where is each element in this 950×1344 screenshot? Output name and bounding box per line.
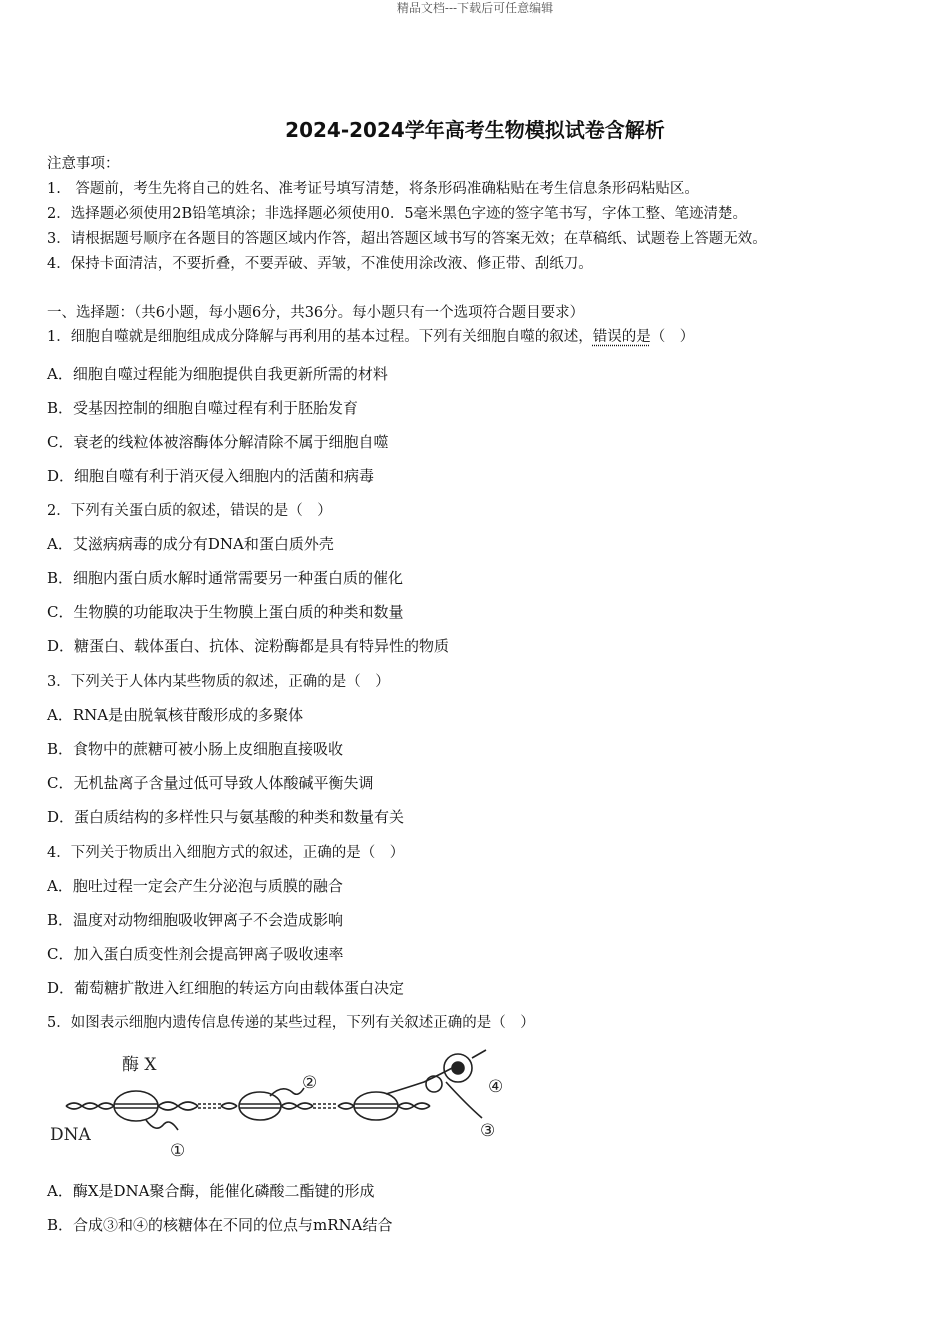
option-item: B．受基因控制的细胞自噬过程有利于胚胎发育 — [47, 399, 359, 417]
option-item: A．细胞自噬过程能为细胞提供自我更新所需的材料 — [47, 365, 388, 383]
notice-item: 4．保持卡面清洁，不要折叠，不要弄破、弄皱，不准使用涂改液、修正带、刮纸刀。 — [47, 256, 593, 272]
marker-1: ① — [170, 1141, 186, 1161]
enzyme-label: 酶 X — [122, 1055, 157, 1075]
question-stem-text: 1．细胞自噬就是细胞组成成分降解与再利用的基本过程。下列有关细胞自噬的叙述， — [47, 329, 593, 345]
section-heading: 一、选择题：（共6小题，每小题6分，共36分。每小题只有一个选项符合题目要求） — [47, 305, 585, 321]
option-item: C．加入蛋白质变性剂会提高钾离子吸收速率 — [47, 945, 344, 963]
notice-item: 2．选择题必须使用2B铅笔填涂；非选择题必须使用0．5毫米黑色字迹的签字笔书写，字体工整、笔迹清楚。 — [47, 206, 748, 222]
question-stem: 5．如图表示细胞内遗传信息传递的某些过程，下列有关叙述正确的是（ ） — [47, 1015, 535, 1031]
option-item: D．细胞自噬有利于消灭侵入细胞内的活菌和病毒 — [47, 467, 375, 485]
question-stem: 4．下列关于物质出入细胞方式的叙述，正确的是（ ） — [47, 845, 405, 861]
notice-item: 1. 答题前，考生先将自己的姓名、准考证号填写清楚，将条形码准确粘贴在考生信息条形码粘贴区。 — [47, 181, 699, 197]
option-item: B．合成③和④的核糖体在不同的位点与mRNA结合 — [47, 1216, 393, 1234]
option-item: D．糖蛋白、载体蛋白、抗体、淀粉酶都是具有特异性的物质 — [47, 637, 450, 655]
option-item: D．葡萄糖扩散进入红细胞的转运方向由载体蛋白决定 — [47, 979, 405, 997]
option-item: A．胞吐过程一定会产生分泌泡与质膜的融合 — [47, 877, 343, 895]
marker-2: ② — [302, 1073, 318, 1093]
option-item: D．蛋白质结构的多样性只与氨基酸的种类和数量有关 — [47, 808, 405, 826]
question-stem: 3．下列关于人体内某些物质的叙述，正确的是（ ） — [47, 674, 390, 690]
marker-4: ④ — [488, 1077, 504, 1097]
option-item: B．细胞内蛋白质水解时通常需要另一种蛋白质的催化 — [47, 569, 404, 587]
notice-heading: 注意事项： — [47, 156, 120, 172]
question-stem — [47, 325, 694, 346]
option-item: C．生物膜的功能取决于生物膜上蛋白质的种类和数量 — [47, 603, 404, 621]
page-title: 2024-2024学年高考生物模拟试卷含解析 — [285, 118, 665, 142]
gene-expression-diagram — [46, 1044, 516, 1168]
dna-label: DNA — [50, 1125, 91, 1145]
emphasis-text: 错误的是 — [592, 329, 651, 345]
option-item: C．衰老的线粒体被溶酶体分解清除不属于细胞自噬 — [47, 433, 389, 451]
option-item: C．无机盐离子含量过低可导致人体酸碱平衡失调 — [47, 774, 374, 792]
option-item: B．温度对动物细胞吸收钾离子不会造成影响 — [47, 911, 344, 929]
question-stem: 2．下列有关蛋白质的叙述，错误的是（ ） — [47, 503, 332, 519]
question-stem-tail: （ ） — [650, 329, 695, 345]
notice-item: 3．请根据题号顺序在各题目的答题区域内作答，超出答题区域书写的答案无效；在草稿纸、试题卷上答题无效。 — [47, 231, 767, 247]
option-item: A．酶X是DNA聚合酶，能催化磷酸二酯键的形成 — [47, 1182, 375, 1200]
marker-3: ③ — [480, 1121, 496, 1141]
page-header: 精品文档---下载后可任意编辑 — [396, 1, 554, 15]
option-item: A．艾滋病病毒的成分有DNA和蛋白质外壳 — [47, 535, 334, 553]
option-item: B．食物中的蔗糖可被小肠上皮细胞直接吸收 — [47, 740, 344, 758]
option-item: A．RNA是由脱氧核苷酸形成的多聚体 — [47, 706, 304, 724]
